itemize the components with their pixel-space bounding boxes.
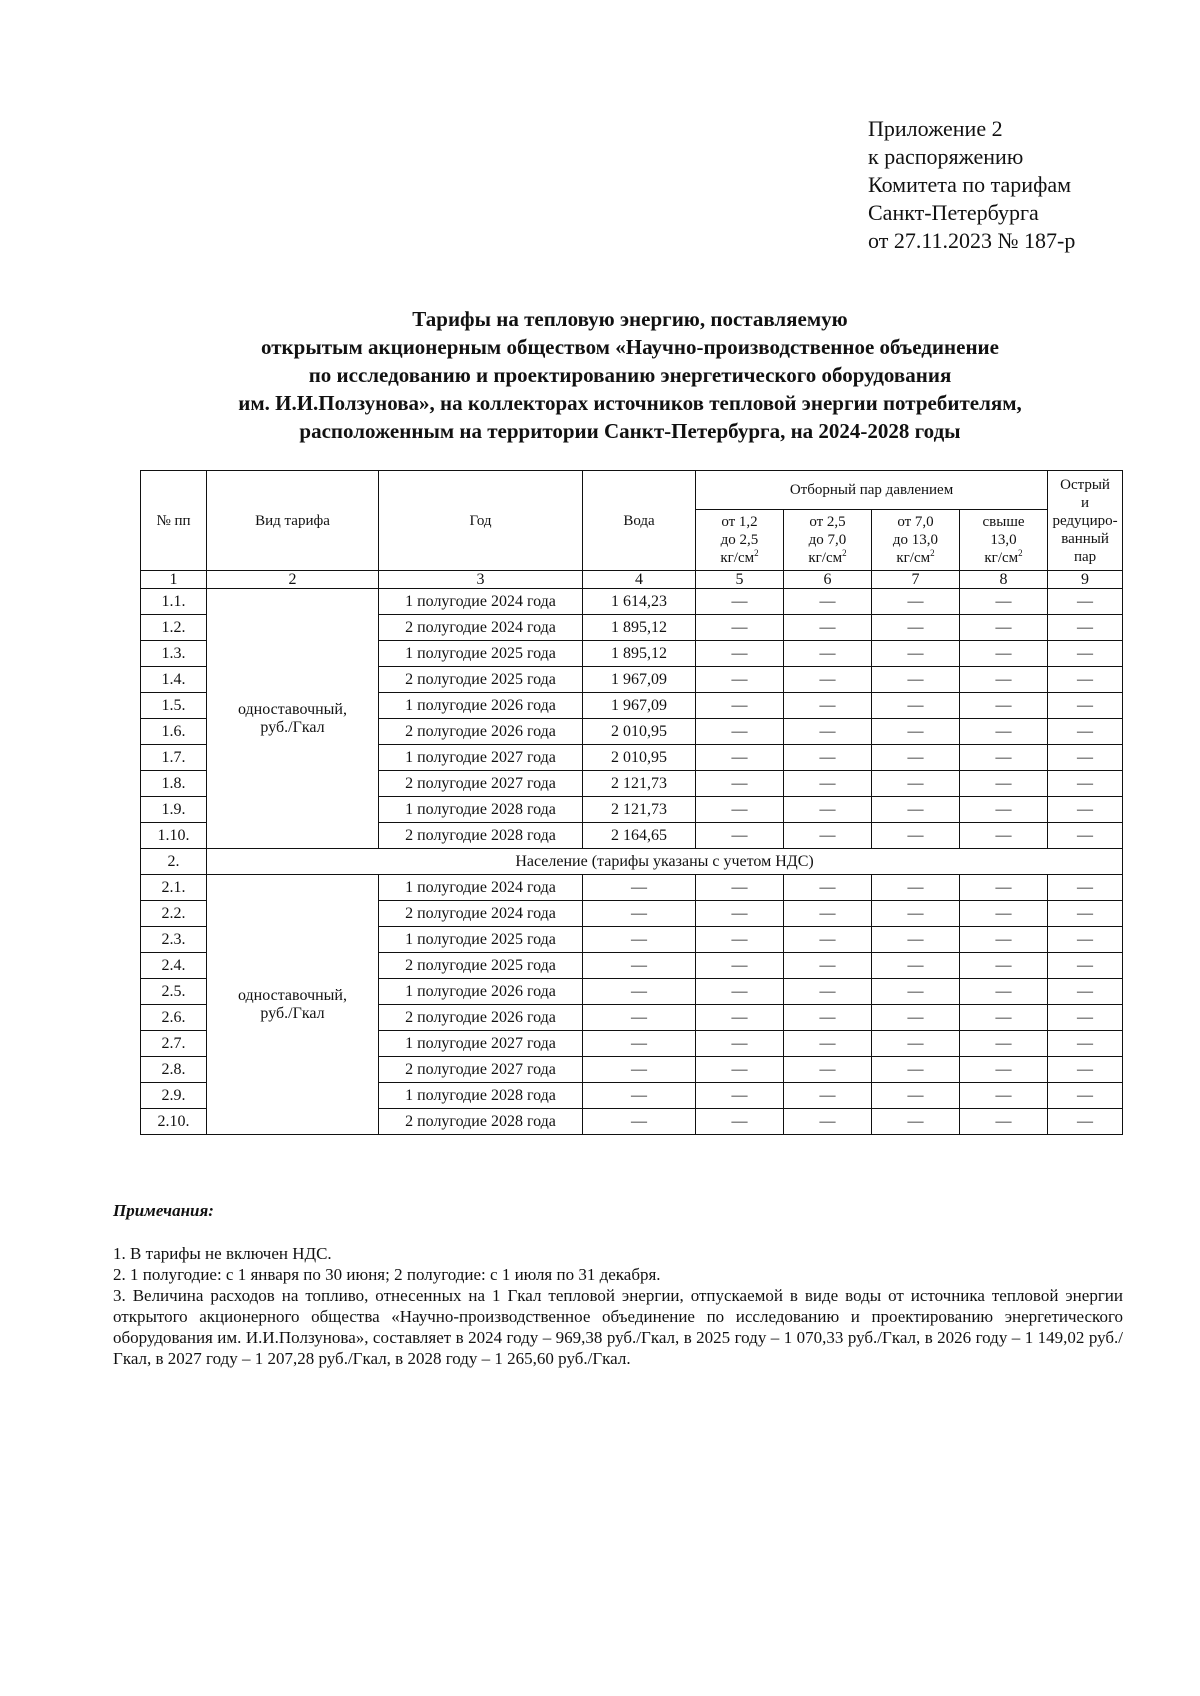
empty-tariff-cell: — <box>1048 875 1123 901</box>
row-number: 2.6. <box>141 1005 207 1031</box>
empty-tariff-cell: — <box>784 1057 872 1083</box>
empty-tariff-cell: — <box>960 927 1048 953</box>
column-number: 7 <box>872 571 960 589</box>
row-number: 1.4. <box>141 667 207 693</box>
year-cell: 2 полугодие 2027 года <box>379 1057 583 1083</box>
column-number: 2 <box>207 571 379 589</box>
year-cell: 1 полугодие 2026 года <box>379 979 583 1005</box>
notes-section <box>113 1200 1123 1369</box>
empty-tariff-cell: — <box>960 693 1048 719</box>
header-num: № пп <box>141 471 207 571</box>
year-cell: 2 полугодие 2024 года <box>379 901 583 927</box>
document-title <box>130 305 1130 445</box>
row-number: 1.10. <box>141 823 207 849</box>
title-line: по исследованию и проектированию энергетического оборудования <box>308 363 952 387</box>
appendix-line: Комитета по тарифам <box>868 172 1072 197</box>
empty-tariff-cell: — <box>872 823 960 849</box>
empty-tariff-cell: — <box>784 797 872 823</box>
column-number-row <box>141 571 1123 589</box>
appendix-line: к распоряжению <box>868 144 1024 169</box>
empty-tariff-cell: — <box>784 771 872 797</box>
empty-tariff-cell: — <box>784 667 872 693</box>
steam-range-from: от 7,0 <box>897 514 934 530</box>
tariff-type-line: одноставочный, <box>238 986 347 1004</box>
empty-tariff-cell: — <box>872 1057 960 1083</box>
empty-tariff-cell: — <box>1048 771 1123 797</box>
water-tariff-cell: 2 121,73 <box>583 771 696 797</box>
empty-tariff-cell: — <box>960 641 1048 667</box>
empty-tariff-cell: — <box>696 615 784 641</box>
tariff-type-line: руб./Гкал <box>260 718 325 736</box>
header-water: Вода <box>583 471 696 571</box>
row-number: 2.7. <box>141 1031 207 1057</box>
header-year: Год <box>379 471 583 571</box>
empty-tariff-cell: — <box>1048 1005 1123 1031</box>
water-tariff-cell: 1 967,09 <box>583 693 696 719</box>
header-sharp-steam <box>1048 471 1123 571</box>
empty-tariff-cell: — <box>960 589 1048 615</box>
unit-text: кг/см <box>984 550 1019 566</box>
empty-tariff-cell: — <box>784 953 872 979</box>
empty-tariff-cell: — <box>1048 823 1123 849</box>
header-tariff-type: Вид тарифа <box>207 471 379 571</box>
header-steam-1 <box>696 510 784 571</box>
empty-tariff-cell: — <box>1048 667 1123 693</box>
empty-tariff-cell: — <box>784 1109 872 1135</box>
empty-tariff-cell: — <box>872 1109 960 1135</box>
empty-tariff-cell: — <box>696 1031 784 1057</box>
column-number: 3 <box>379 571 583 589</box>
empty-tariff-cell: — <box>696 823 784 849</box>
empty-tariff-cell: — <box>872 745 960 771</box>
empty-tariff-cell: — <box>960 615 1048 641</box>
year-cell: 1 полугодие 2024 года <box>379 589 583 615</box>
empty-tariff-cell: — <box>960 1031 1048 1057</box>
water-tariff-cell: — <box>583 875 696 901</box>
empty-tariff-cell: — <box>872 1031 960 1057</box>
empty-tariff-cell: — <box>696 745 784 771</box>
empty-tariff-cell: — <box>872 615 960 641</box>
empty-tariff-cell: — <box>1048 641 1123 667</box>
water-tariff-cell: — <box>583 1031 696 1057</box>
water-tariff-cell: — <box>583 901 696 927</box>
empty-tariff-cell: — <box>784 901 872 927</box>
empty-tariff-cell: — <box>1048 615 1123 641</box>
empty-tariff-cell: — <box>696 901 784 927</box>
empty-tariff-cell: — <box>784 589 872 615</box>
steam-unit <box>698 549 781 567</box>
empty-tariff-cell: — <box>872 953 960 979</box>
empty-tariff-cell: — <box>872 771 960 797</box>
header-steam-2 <box>784 510 872 571</box>
row-number: 1.8. <box>141 771 207 797</box>
empty-tariff-cell: — <box>696 875 784 901</box>
header-steam-group: Отборный пар давлением <box>696 471 1048 510</box>
water-tariff-cell: — <box>583 1083 696 1109</box>
year-cell: 1 полугодие 2026 года <box>379 693 583 719</box>
row-number: 2.1. <box>141 875 207 901</box>
unit-sup: 2 <box>930 548 935 558</box>
empty-tariff-cell: — <box>696 719 784 745</box>
empty-tariff-cell: — <box>1048 1031 1123 1057</box>
year-cell: 1 полугодие 2025 года <box>379 927 583 953</box>
empty-tariff-cell: — <box>1048 901 1123 927</box>
empty-tariff-cell: — <box>960 823 1048 849</box>
title-line: им. И.И.Ползунова», на коллекторах источников тепловой энергии потребителям, <box>238 391 1022 415</box>
header-sharp-line: редуциро- <box>1052 512 1118 529</box>
empty-tariff-cell: — <box>872 901 960 927</box>
empty-tariff-cell: — <box>696 797 784 823</box>
header-row <box>141 471 1123 510</box>
empty-tariff-cell: — <box>960 719 1048 745</box>
empty-tariff-cell: — <box>1048 745 1123 771</box>
empty-tariff-cell: — <box>1048 1083 1123 1109</box>
tariff-type-line: одноставочный, <box>238 700 347 718</box>
water-tariff-cell: — <box>583 953 696 979</box>
section-2-label: Население (тарифы указаны с учетом НДС) <box>207 849 1123 875</box>
empty-tariff-cell: — <box>1048 719 1123 745</box>
title-line: открытым акционерным обществом «Научно-производственное объединение <box>261 335 999 359</box>
empty-tariff-cell: — <box>696 927 784 953</box>
empty-tariff-cell: — <box>872 589 960 615</box>
water-tariff-cell: 1 895,12 <box>583 641 696 667</box>
row-number: 2.4. <box>141 953 207 979</box>
row-number: 1.3. <box>141 641 207 667</box>
empty-tariff-cell: — <box>784 1031 872 1057</box>
empty-tariff-cell: — <box>872 667 960 693</box>
year-cell: 1 полугодие 2027 года <box>379 745 583 771</box>
column-number: 5 <box>696 571 784 589</box>
empty-tariff-cell: — <box>872 875 960 901</box>
steam-unit <box>962 549 1045 567</box>
empty-tariff-cell: — <box>696 641 784 667</box>
water-tariff-cell: — <box>583 927 696 953</box>
row-number: 1.5. <box>141 693 207 719</box>
row-number: 1.2. <box>141 615 207 641</box>
header-sharp-line: ванный <box>1061 530 1109 547</box>
section-1-body <box>141 589 1123 849</box>
empty-tariff-cell: — <box>1048 953 1123 979</box>
empty-tariff-cell: — <box>696 1057 784 1083</box>
notes-heading: Примечания: <box>113 1201 214 1220</box>
header-sharp-line: Острый <box>1060 476 1110 493</box>
empty-tariff-cell: — <box>696 1083 784 1109</box>
table-row <box>141 875 1123 901</box>
unit-sup: 2 <box>842 548 847 558</box>
empty-tariff-cell: — <box>696 953 784 979</box>
water-tariff-cell: 1 967,09 <box>583 667 696 693</box>
steam-range-to: до 2,5 <box>720 532 759 548</box>
column-number: 9 <box>1048 571 1123 589</box>
steam-range-from: свыше <box>982 514 1025 530</box>
empty-tariff-cell: — <box>960 901 1048 927</box>
empty-tariff-cell: — <box>960 797 1048 823</box>
year-cell: 2 полугодие 2024 года <box>379 615 583 641</box>
year-cell: 1 полугодие 2028 года <box>379 797 583 823</box>
steam-unit <box>874 549 957 567</box>
year-cell: 2 полугодие 2025 года <box>379 953 583 979</box>
water-tariff-cell: 2 010,95 <box>583 719 696 745</box>
tariffs-table <box>140 470 1123 1135</box>
year-cell: 1 полугодие 2028 года <box>379 1083 583 1109</box>
empty-tariff-cell: — <box>1048 797 1123 823</box>
steam-range-from: от 1,2 <box>721 514 758 530</box>
unit-text: кг/см <box>720 550 755 566</box>
year-cell: 1 полугодие 2027 года <box>379 1031 583 1057</box>
steam-range-to: до 7,0 <box>808 532 847 548</box>
empty-tariff-cell: — <box>960 667 1048 693</box>
row-number: 1.7. <box>141 745 207 771</box>
empty-tariff-cell: — <box>1048 1109 1123 1135</box>
empty-tariff-cell: — <box>1048 979 1123 1005</box>
row-number: 1.6. <box>141 719 207 745</box>
row-number: 2.8. <box>141 1057 207 1083</box>
column-number: 1 <box>141 571 207 589</box>
empty-tariff-cell: — <box>784 641 872 667</box>
empty-tariff-cell: — <box>784 693 872 719</box>
row-number: 2.5. <box>141 979 207 1005</box>
water-tariff-cell: 1 895,12 <box>583 615 696 641</box>
tariff-type-cell <box>207 589 379 849</box>
steam-unit <box>786 549 869 567</box>
year-cell: 2 полугодие 2026 года <box>379 1005 583 1031</box>
empty-tariff-cell: — <box>872 797 960 823</box>
empty-tariff-cell: — <box>696 1109 784 1135</box>
steam-range-from: от 2,5 <box>809 514 846 530</box>
empty-tariff-cell: — <box>960 875 1048 901</box>
unit-sup: 2 <box>1018 548 1023 558</box>
year-cell: 2 полугодие 2025 года <box>379 667 583 693</box>
header-steam-3 <box>872 510 960 571</box>
water-tariff-cell: 2 121,73 <box>583 797 696 823</box>
empty-tariff-cell: — <box>1048 927 1123 953</box>
column-number: 6 <box>784 571 872 589</box>
year-cell: 1 полугодие 2025 года <box>379 641 583 667</box>
empty-tariff-cell: — <box>784 927 872 953</box>
water-tariff-cell: — <box>583 1057 696 1083</box>
water-tariff-cell: — <box>583 979 696 1005</box>
unit-sup: 2 <box>754 548 759 558</box>
empty-tariff-cell: — <box>872 1083 960 1109</box>
empty-tariff-cell: — <box>696 979 784 1005</box>
water-tariff-cell: 1 614,23 <box>583 589 696 615</box>
tariff-type-line: руб./Гкал <box>260 1004 325 1022</box>
empty-tariff-cell: — <box>960 979 1048 1005</box>
empty-tariff-cell: — <box>872 719 960 745</box>
table-row <box>141 589 1123 615</box>
year-cell: 1 полугодие 2024 года <box>379 875 583 901</box>
empty-tariff-cell: — <box>872 979 960 1005</box>
empty-tariff-cell: — <box>784 875 872 901</box>
unit-text: кг/см <box>896 550 931 566</box>
water-tariff-cell: — <box>583 1005 696 1031</box>
row-number: 2.3. <box>141 927 207 953</box>
empty-tariff-cell: — <box>1048 1057 1123 1083</box>
empty-tariff-cell: — <box>872 927 960 953</box>
empty-tariff-cell: — <box>784 719 872 745</box>
empty-tariff-cell: — <box>784 1083 872 1109</box>
empty-tariff-cell: — <box>784 745 872 771</box>
empty-tariff-cell: — <box>784 979 872 1005</box>
empty-tariff-cell: — <box>872 1005 960 1031</box>
appendix-line: Приложение 2 <box>868 116 1003 141</box>
row-number: 1.9. <box>141 797 207 823</box>
section-2-header-row <box>141 849 1123 875</box>
steam-range-to: до 13,0 <box>892 532 939 548</box>
year-cell: 2 полугодие 2028 года <box>379 1109 583 1135</box>
steam-range-to: 13,0 <box>990 532 1017 548</box>
column-number: 8 <box>960 571 1048 589</box>
column-number: 4 <box>583 571 696 589</box>
header-steam-4 <box>960 510 1048 571</box>
title-line: Тарифы на тепловую энергию, поставляемую <box>412 307 848 331</box>
unit-text: кг/см <box>808 550 843 566</box>
empty-tariff-cell: — <box>1048 589 1123 615</box>
note-item: 2. 1 полугодие: с 1 января по 30 июня; 2 полугодие: с 1 июля по 31 декабря. <box>113 1265 661 1284</box>
row-number: 2.9. <box>141 1083 207 1109</box>
empty-tariff-cell: — <box>696 1005 784 1031</box>
empty-tariff-cell: — <box>960 745 1048 771</box>
note-item: 1. В тарифы не включен НДС. <box>113 1244 332 1263</box>
empty-tariff-cell: — <box>960 771 1048 797</box>
appendix-line: от 27.11.2023 № 187-р <box>868 228 1076 253</box>
empty-tariff-cell: — <box>960 1057 1048 1083</box>
section-2-body <box>141 875 1123 1135</box>
year-cell: 2 полугодие 2026 года <box>379 719 583 745</box>
row-number: 2.10. <box>141 1109 207 1135</box>
header-sharp-line: и <box>1081 494 1090 511</box>
water-tariff-cell: 2 010,95 <box>583 745 696 771</box>
title-line: расположенным на территории Санкт-Петербурга, на 2024-2028 годы <box>299 419 961 443</box>
row-number: 2.2. <box>141 901 207 927</box>
appendix-line: Санкт-Петербурга <box>868 200 1039 225</box>
row-number: 1.1. <box>141 589 207 615</box>
row-number: 2. <box>141 849 207 875</box>
empty-tariff-cell: — <box>784 615 872 641</box>
empty-tariff-cell: — <box>960 1005 1048 1031</box>
empty-tariff-cell: — <box>696 667 784 693</box>
empty-tariff-cell: — <box>784 823 872 849</box>
year-cell: 2 полугодие 2027 года <box>379 771 583 797</box>
empty-tariff-cell: — <box>784 1005 872 1031</box>
empty-tariff-cell: — <box>696 589 784 615</box>
appendix-reference <box>868 115 1075 255</box>
empty-tariff-cell: — <box>872 641 960 667</box>
header-sharp-line: пар <box>1073 548 1097 565</box>
water-tariff-cell: — <box>583 1109 696 1135</box>
empty-tariff-cell: — <box>960 1083 1048 1109</box>
empty-tariff-cell: — <box>960 953 1048 979</box>
water-tariff-cell: 2 164,65 <box>583 823 696 849</box>
tariff-type-cell <box>207 875 379 1135</box>
empty-tariff-cell: — <box>696 771 784 797</box>
note-item: 3. Величина расходов на топливо, отнесенных на 1 Гкал тепловой энергии, отпускаемой в виде воды от источника тепловой энергии открытого акционерного общества «Научно-производственное объединение по исследованию и проектированию энергетического оборудования им. И.И.Ползунова», составляет в 2024 году – 969,38 руб./Гкал, в 2025 году – 1 070,33 руб./Гкал, в 2026 году – 1 149,02 руб./Гкал, в 2027 году – 1 207,28 руб./Гкал, в 2028 году – 1 265,60 руб./Гкал. <box>113 1286 1123 1368</box>
year-cell: 2 полугодие 2028 года <box>379 823 583 849</box>
empty-tariff-cell: — <box>960 1109 1048 1135</box>
empty-tariff-cell: — <box>872 693 960 719</box>
empty-tariff-cell: — <box>696 693 784 719</box>
empty-tariff-cell: — <box>1048 693 1123 719</box>
